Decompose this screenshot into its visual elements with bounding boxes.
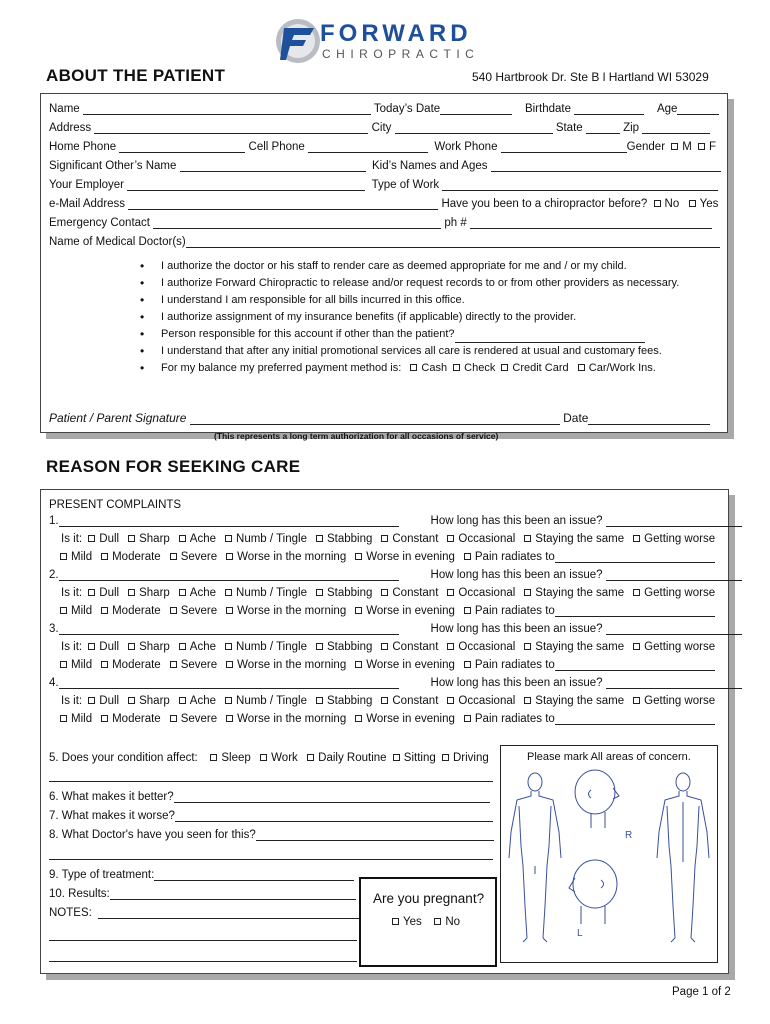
complaint-number: 1. [49,515,59,527]
how-long-label: How long has this been an issue? [430,623,603,635]
complaint-4-quality [61,695,721,707]
head-side-top [575,770,619,828]
q9-field[interactable] [154,870,354,881]
quality-label: Getting worse [644,641,716,653]
complaint-2-row [49,569,742,581]
back-body-figure [657,773,709,942]
how-long-field[interactable] [606,624,742,635]
sig-other-field[interactable] [180,161,366,172]
pregnant-no-label: No [445,916,461,928]
quality-label: Ache [189,641,217,653]
complaint-3-row [49,623,742,635]
pregnant-yes-checkbox[interactable] [392,918,399,925]
kids-field[interactable] [491,161,721,172]
quality-checkbox[interactable] [225,535,232,542]
quality-label: Dull [99,587,120,599]
is-it-label: Is it: [61,641,83,653]
quality-label: Sharp [139,641,170,653]
quality-label: Sharp [139,587,170,599]
quality-label: Numb / Tingle [236,695,307,707]
pay-check-label: Check [464,362,496,374]
bullet-3: • I understand I am responsible for all bills incurred in this office. [161,292,679,309]
severity-checkbox[interactable] [464,553,471,560]
affect-driving-label: Driving [452,752,489,764]
emergency-label: Emergency Contact [49,217,150,229]
how-long-label: How long has this been an issue? [430,569,603,581]
quality-label: Stabbing [326,587,373,599]
quality-label: Occasional [458,641,516,653]
quality-label: Constant [392,587,439,599]
responsible-field[interactable] [455,332,645,343]
head-side-bottom [569,860,617,924]
authorization-note: (This represents a long term authorization for all occasions of service) [214,431,499,441]
quality-checkbox[interactable] [88,535,95,542]
severity-label: Moderate [112,713,161,725]
complaint-number: 4. [49,677,59,689]
quality-label: Getting worse [644,533,716,545]
severity-checkbox[interactable] [464,715,471,722]
quality-checkbox[interactable] [179,589,186,596]
quality-label: Dull [99,533,120,545]
ph-field[interactable] [470,218,712,229]
complaint-field[interactable] [59,678,399,689]
pregnant-no-checkbox[interactable] [434,918,441,925]
logo-brand: FORWARD [320,20,472,47]
about-title: ABOUT THE PATIENT [46,66,226,85]
affect-sleep-label: Sleep [221,752,251,764]
how-long-label: How long has this been an issue? [430,515,603,527]
affect-work-checkbox[interactable] [260,754,267,761]
pay-cash-label: Cash [421,362,448,374]
severity-checkbox[interactable] [60,607,67,614]
quality-checkbox[interactable] [524,643,531,650]
sig-date-field[interactable] [588,414,710,425]
severity-checkbox[interactable] [101,607,108,614]
present-complaints-label: PRESENT COMPLAINTS [49,499,182,511]
chiro-no-checkbox[interactable] [654,200,661,207]
state-field[interactable] [586,123,620,134]
how-long-field[interactable] [606,516,742,527]
q7-field[interactable] [175,811,493,822]
front-body-figure [509,773,561,942]
bullet-6: • I understand that after any initial promotional services all care is rendered at usual and customary fees. [161,343,679,360]
today-label: Today’s Date [373,103,441,115]
severity-label: Pain radiates to [474,659,555,671]
severity-label: Worse in evening [366,551,455,563]
severity-label: Pain radiates to [474,551,555,563]
quality-checkbox[interactable] [524,589,531,596]
complaint-1-severity [57,551,715,563]
chiro-yes-label: Yes [699,198,719,210]
quality-label: Dull [99,695,120,707]
radiates-field[interactable] [555,660,715,671]
quality-label: Constant [392,533,439,545]
birthdate-field[interactable] [574,104,644,115]
is-it-label: Is it: [61,533,83,545]
quality-checkbox[interactable] [88,643,95,650]
severity-checkbox[interactable] [101,661,108,668]
reason-box [40,489,729,974]
zip-label: Zip [623,122,640,134]
quality-label: Staying the same [535,695,625,707]
gender-m-label: M [682,141,692,153]
quality-label: Stabbing [326,641,373,653]
l-label: L [577,928,583,939]
severity-label: Pain radiates to [474,713,555,725]
q6-field[interactable] [174,792,490,803]
severity-checkbox[interactable] [355,553,362,560]
severity-checkbox[interactable] [226,553,233,560]
pay-check-checkbox[interactable] [453,364,460,371]
severity-checkbox[interactable] [226,607,233,614]
quality-checkbox[interactable] [225,589,232,596]
severity-label: Moderate [112,659,161,671]
quality-label: Constant [392,695,439,707]
severity-checkbox[interactable] [355,607,362,614]
gender-m-checkbox[interactable] [671,143,678,150]
quality-checkbox[interactable] [225,643,232,650]
affect-sleep-checkbox[interactable] [210,754,217,761]
email-label: e-Mail Address [49,198,126,210]
quality-checkbox[interactable] [316,697,323,704]
quality-label: Ache [189,587,217,599]
quality-label: Ache [189,533,217,545]
complaint-3-quality [61,641,721,653]
email-field[interactable] [128,199,438,210]
quality-label: Sharp [139,533,170,545]
severity-label: Mild [71,713,93,725]
complaint-number: 3. [49,623,59,635]
quality-checkbox[interactable] [88,697,95,704]
cell-phone-label: Cell Phone [248,141,305,153]
quality-label: Numb / Tingle [236,641,307,653]
quality-label: Numb / Tingle [236,533,307,545]
zip-field[interactable] [642,123,710,134]
quality-label: Staying the same [535,587,625,599]
city-label: City [371,122,392,134]
pay-cash-checkbox[interactable] [410,364,417,371]
type-work-field[interactable] [442,180,718,191]
severity-checkbox[interactable] [170,661,177,668]
q10-field[interactable] [110,889,356,900]
pay-ins-label: Car/Work Ins. [588,362,656,374]
severity-checkbox[interactable] [226,715,233,722]
quality-label: Stabbing [326,533,373,545]
home-phone-field[interactable] [119,142,245,153]
severity-checkbox[interactable] [170,715,177,722]
radiates-field[interactable] [555,714,715,725]
severity-label: Mild [71,605,93,617]
quality-checkbox[interactable] [225,697,232,704]
affect-routine-checkbox[interactable] [307,754,314,761]
is-it-label: Is it: [61,695,83,707]
bullet-1: • I authorize the doctor or his staff to render care as deemed appropriate for me and / or my child. [161,258,679,275]
severity-checkbox[interactable] [60,715,67,722]
pregnant-yes-label: Yes [403,916,422,928]
q7-label: 7. What makes it worse? [49,810,175,822]
pay-ins-checkbox[interactable] [578,364,585,371]
body-diagram[interactable] [501,766,717,964]
severity-checkbox[interactable] [170,553,177,560]
q5-label: 5. Does your condition affect: [49,752,198,764]
logo-emblem-icon [274,16,324,66]
complaint-3-severity [57,659,715,671]
quality-checkbox[interactable] [316,535,323,542]
bullet-2: • I authorize Forward Chiropractic to release and/or request records to or from other providers as necessary. [161,275,679,292]
doctor-label: Name of Medical Doctor(s) [49,236,186,248]
severity-label: Severe [180,605,218,617]
ph-label: ph # [444,217,467,229]
employer-label: Your Employer [49,179,125,191]
quality-checkbox[interactable] [447,643,454,650]
logo-sub: CHIROPRACTIC [322,47,480,61]
signature-label: Patient / Parent Signature [49,411,187,425]
complaint-4-severity [57,713,715,725]
work-phone-field[interactable] [501,142,627,153]
quality-label: Ache [189,695,217,707]
complaint-number: 2. [49,569,59,581]
severity-label: Moderate [112,605,161,617]
complaint-field[interactable] [59,624,399,635]
severity-label: Mild [71,551,93,563]
pay-credit-checkbox[interactable] [501,364,508,371]
name-label: Name [49,103,80,115]
severity-label: Worse in the morning [237,659,347,671]
complaint-2-severity [57,605,715,617]
quality-checkbox[interactable] [128,535,135,542]
bullet-5: • Person responsible for this account if other than the patient? [161,326,679,343]
work-phone-label: Work Phone [434,141,498,153]
q9-label: 9. Type of treatment: [49,869,155,881]
q5-line[interactable] [49,771,493,782]
quality-checkbox[interactable] [447,697,454,704]
signature-field[interactable] [190,414,560,425]
r-label: R [625,830,633,841]
notes-line-3[interactable] [49,951,357,962]
q8-label: 8. What Doctor's have you seen for this? [49,829,256,841]
chiro-no-label: No [664,198,680,210]
severity-label: Mild [71,659,93,671]
severity-label: Worse in the morning [237,551,347,563]
quality-checkbox[interactable] [128,697,135,704]
severity-label: Worse in the morning [237,713,347,725]
emergency-field[interactable] [153,218,441,229]
severity-checkbox[interactable] [101,715,108,722]
quality-checkbox[interactable] [316,643,323,650]
quality-checkbox[interactable] [381,589,388,596]
complaint-2-quality [61,587,721,599]
q10-label: 10. Results: [49,888,110,900]
quality-label: Occasional [458,587,516,599]
affect-sitting-checkbox[interactable] [393,754,400,761]
severity-label: Severe [180,713,218,725]
today-field[interactable] [440,104,512,115]
cell-phone-field[interactable] [308,142,428,153]
severity-checkbox[interactable] [60,553,67,560]
quality-checkbox[interactable] [381,535,388,542]
quality-label: Constant [392,641,439,653]
severity-checkbox[interactable] [464,607,471,614]
how-long-field[interactable] [606,570,742,581]
severity-label: Severe [180,551,218,563]
quality-checkbox[interactable] [381,697,388,704]
severity-checkbox[interactable] [355,661,362,668]
gender-f-checkbox[interactable] [698,143,705,150]
radiates-field[interactable] [555,552,715,563]
quality-checkbox[interactable] [128,589,135,596]
bullet-7: • For my balance my preferred payment method is: Cash Check Credit Card Car/Work Ins. [161,360,679,377]
severity-label: Worse in the morning [237,605,347,617]
complaint-1-quality [61,533,721,545]
quality-checkbox[interactable] [447,589,454,596]
name-field[interactable] [83,104,371,115]
city-field[interactable] [395,123,553,134]
how-long-label: How long has this been an issue? [430,677,603,689]
authorization-list [161,258,679,377]
state-label: State [555,122,583,134]
how-long-field[interactable] [606,678,742,689]
quality-label: Staying the same [535,533,625,545]
office-address: 540 Hartbrook Dr. Ste B l Hartland WI 53029 [472,70,709,84]
quality-checkbox[interactable] [633,535,640,542]
page-number: Page 1 of 2 [672,986,731,998]
gender-f-label: F [709,141,717,153]
bullet-4: • I authorize assignment of my insurance benefits (if applicable) directly to the provider. [161,309,679,326]
radiates-field[interactable] [555,606,715,617]
chiro-yes-checkbox[interactable] [689,200,696,207]
q6-label: 6. What makes it better? [49,791,174,803]
quality-checkbox[interactable] [179,535,186,542]
type-work-label: Type of Work [371,179,440,191]
quality-checkbox[interactable] [88,589,95,596]
quality-checkbox[interactable] [524,535,531,542]
severity-label: Pain radiates to [474,605,555,617]
quality-checkbox[interactable] [524,697,531,704]
quality-checkbox[interactable] [381,643,388,650]
quality-label: Getting worse [644,695,716,707]
severity-checkbox[interactable] [101,553,108,560]
quality-checkbox[interactable] [633,589,640,596]
severity-checkbox[interactable] [226,661,233,668]
gender-label: Gender [626,141,666,153]
severity-checkbox[interactable] [60,661,67,668]
affect-sitting-label: Sitting [403,752,436,764]
quality-checkbox[interactable] [128,643,135,650]
complaint-4-row [49,677,742,689]
age-label: Age [656,103,678,115]
quality-label: Staying the same [535,641,625,653]
chiro-before-label: Have you been to a chiropractor before? [441,198,648,210]
severity-label: Moderate [112,551,161,563]
pay-credit-label: Credit Card [512,362,569,374]
affect-routine-label: Daily Routine [318,752,387,764]
severity-label: Worse in evening [366,605,455,617]
severity-checkbox[interactable] [170,607,177,614]
address-field[interactable] [94,123,368,134]
affect-driving-checkbox[interactable] [442,754,449,761]
about-box [40,93,728,433]
quality-label: Stabbing [326,695,373,707]
body-diagram-panel [500,745,718,963]
age-field[interactable] [677,104,719,115]
kids-label: Kid’s Names and Ages [372,160,488,172]
quality-label: Dull [99,641,120,653]
sig-date-label: Date [563,411,589,425]
employer-field[interactable] [127,180,365,191]
affect-work-label: Work [271,752,298,764]
quality-checkbox[interactable] [316,589,323,596]
quality-label: Occasional [458,695,516,707]
quality-label: Numb / Tingle [236,587,307,599]
logo [274,16,502,66]
mark-areas-label: Please mark All areas of concern. [527,751,691,763]
home-phone-label: Home Phone [49,141,117,153]
severity-label: Worse in evening [366,659,455,671]
notes-field[interactable] [98,908,360,919]
quality-checkbox[interactable] [633,697,640,704]
q8-field[interactable] [256,830,494,841]
severity-label: Severe [180,659,218,671]
notes-label: NOTES: [49,907,92,919]
quality-label: Occasional [458,533,516,545]
birthdate-label: Birthdate [524,103,571,115]
quality-label: Sharp [139,695,170,707]
severity-label: Worse in evening [366,713,455,725]
complaint-field[interactable] [59,570,399,581]
quality-checkbox[interactable] [633,643,640,650]
quality-checkbox[interactable] [179,643,186,650]
q8-line-2[interactable] [49,849,493,860]
quality-label: Getting worse [644,587,716,599]
doctor-field[interactable] [186,237,720,248]
quality-checkbox[interactable] [447,535,454,542]
reason-title: REASON FOR SEEKING CARE [46,457,301,476]
address-label: Address [49,122,92,134]
pregnant-box [359,877,497,967]
is-it-label: Is it: [61,587,83,599]
notes-line-2[interactable] [49,930,357,941]
complaint-field[interactable] [59,516,399,527]
complaint-1-row [49,515,742,527]
quality-checkbox[interactable] [179,697,186,704]
severity-checkbox[interactable] [464,661,471,668]
sig-other-label: Significant Other’s Name [49,160,177,172]
pregnant-label: Are you pregnant? [373,891,485,906]
severity-checkbox[interactable] [355,715,362,722]
